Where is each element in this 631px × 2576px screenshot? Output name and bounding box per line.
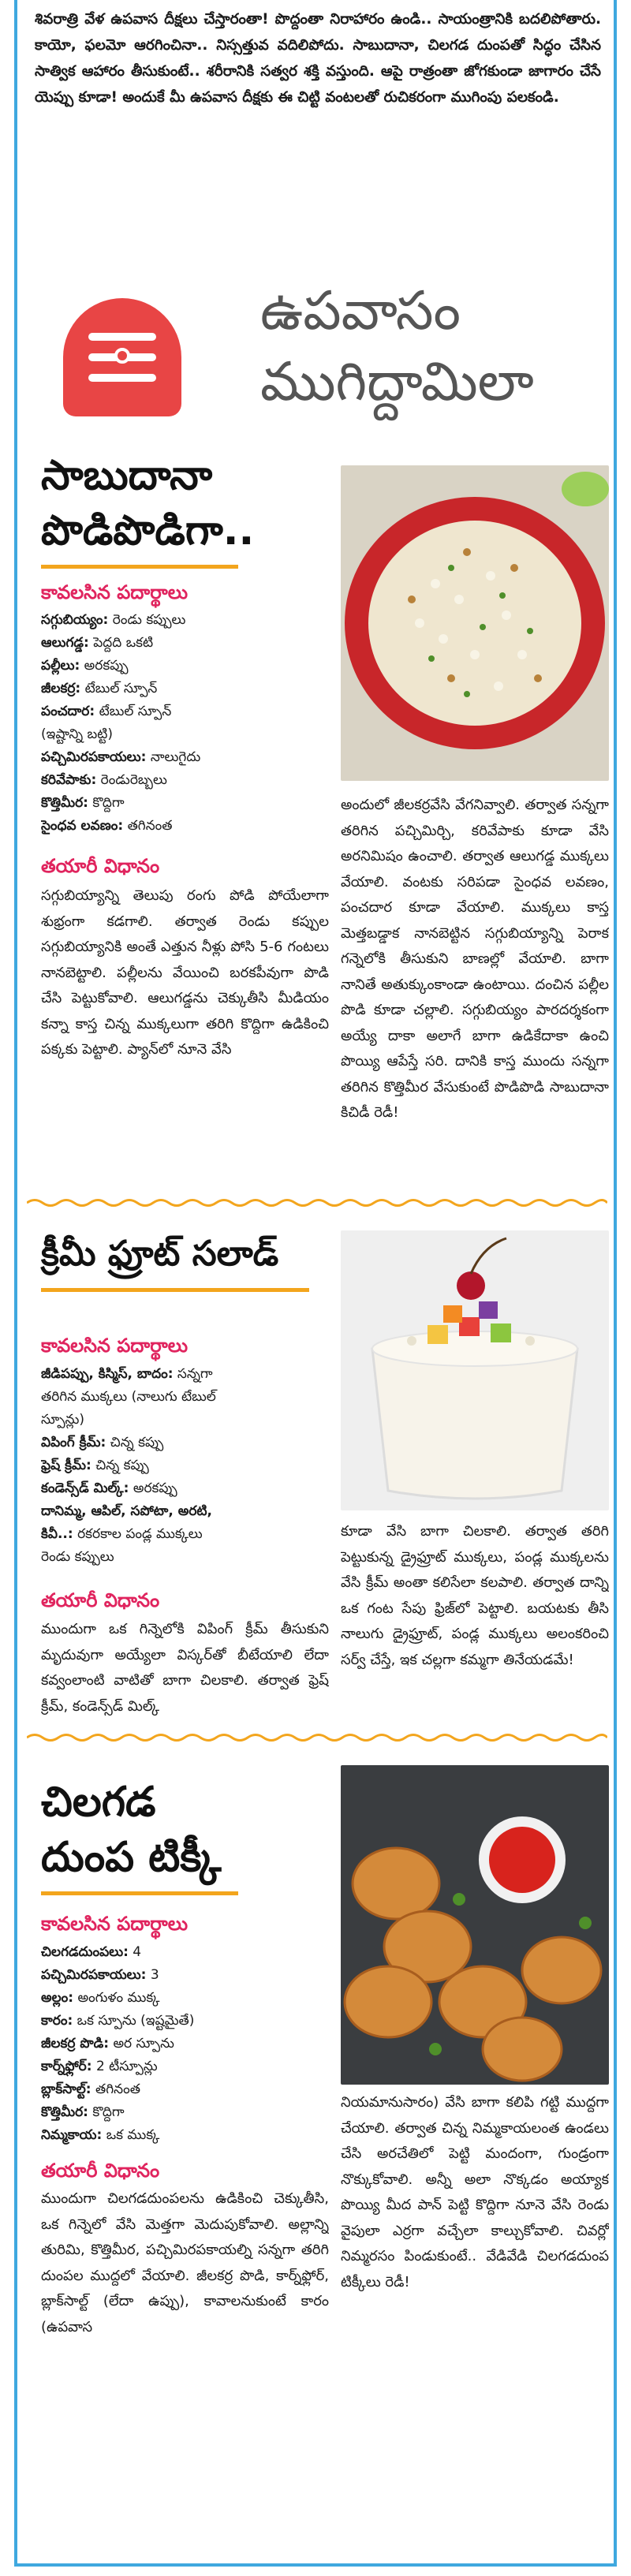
ingredient-item: రెండు కప్పులు	[41, 1549, 114, 1565]
recipe1-ingredients-heading: కావలసిన పదార్థాలు	[41, 581, 189, 603]
recipe3-method-left: ముందుగా చిలగడదుంపలను ఉడికించి చెక్కుతీసి, ఒక గిన్నెలో వేసి మెత్తగా మెదుపుకోవాలి. అల్లాన్ని తురిమి, కొత్తిమీర, పచ్చిమిరపకాయల్ని సన్నగా తరిగి దుంపల ముద్దలో వేయాలి. జీలకర్ర పొడి, కార్న్‌ఫ్లోర్‌, బ్లాక్‌సాల్ట్‌ (లేదా ఉప్పు), కావాలనుకుంటే కారం (ఉపవాస	[41, 2190, 329, 2335]
temple-logo-icon	[63, 298, 181, 416]
fruit-salad-photo	[341, 1230, 609, 1510]
ingredient-item: అల్లం: అంగుళం ముక్క	[41, 1990, 160, 2006]
recipe2-ingredients-heading: కావలసిన పదార్థాలు	[41, 1335, 189, 1357]
tikki-photo	[341, 1765, 609, 2085]
recipe1-title	[41, 448, 254, 569]
ingredient-item: చిలగడదుంపలు: 4	[41, 1944, 142, 1960]
main-title	[260, 276, 607, 418]
ingredient-item: కారం: ఒక స్పూను (ఇష్టమైతే)	[41, 2013, 195, 2029]
title-underline	[41, 565, 238, 569]
section-divider	[27, 1732, 607, 1743]
main-title-line2: ముగిద్దామిలా	[260, 351, 534, 413]
ingredient-item: దానిమ్మ, ఆపిల్‌, సపోటా, అరటి,	[41, 1503, 212, 1519]
logo-stripe	[88, 374, 156, 382]
ingredient-item: విపింగ్‌ క్రీమ్‌: చిన్న కప్పు	[41, 1435, 164, 1450]
logo-stripe	[88, 333, 156, 341]
ingredient-item: పంచదార: టేబుల్‌ స్పూన్‌	[41, 704, 172, 719]
recipe3-title	[41, 1775, 238, 1895]
recipe1-method-left: సగ్గుబియ్యాన్ని తెలుపు రంగు పోడి పోయేలాగా శుభ్రంగా కడగాలి. తర్వాత రెండు కప్పుల సగ్గుబియ్యానికి అంతే ఎత్తున నీళ్లు పోసి 5-6 గంటలు నానబెట్టాలి. పల్లీలను వేయించి బరకపీవుగా పొడి చేసి పెట్టుకోవాలి. ఆలుగడ్డను చెక్కుతీసి మీడియం కన్నా కాస్త చిన్న ముక్కలుగా తరిగి కొద్దిగా ఉడికించి పక్కకు పెట్టాలి. ప్యాన్‌లో నూనె వేసి	[41, 887, 329, 1058]
recipe3-title-line1: చిలగడ	[41, 1779, 156, 1826]
ingredient-item: తరిగిన ముక్కలు (నాలుగు టేబుల్‌	[41, 1389, 216, 1405]
ingredient-item: కార్న్‌ఫ్లోర్‌: 2 టీస్పూన్లు	[41, 2059, 158, 2074]
ingredient-item: కరివేపాకు: రెండురెబ్బలు	[41, 772, 167, 788]
recipe3-ingredients-heading: కావలసిన పదార్థాలు	[41, 1913, 189, 1935]
ingredient-item: కివీ..: రకరకాల పండ్ల ముక్కలు	[41, 1526, 203, 1542]
recipe1-ingredients-list	[41, 609, 325, 838]
ingredient-item: కండెన్స్‌డ్‌ మిల్క్‌: అరకప్పు	[41, 1480, 177, 1496]
ingredient-item: జీలకర్ర: టేబుల్‌ స్పూన్‌	[41, 681, 158, 696]
recipe2-method-heading: తయారీ విధానం	[41, 1589, 160, 1611]
intro-paragraph: శివరాత్రి వేళ ఉపవాస దీక్షలు చేస్తారంతా! పొద్దంతా నిరాహారం ఉండి.. సాయంత్రానికి బదలిపోతారు. కాయో, ఫలమో ఆరగించినా.. నిస్సత్తువ వదిలిపోదు. సాబుదానా, చిలగడ దుంపతో సిద్ధం చేసిన సాత్విక ఆహారం తీసుకుంటే.. శరీరానికి సత్వర శక్తి వస్తుంది. ఆపై రాత్రంతా జోగకుండా జాగారం చేసే యెప్పు కూడా! అందుకే మీ ఉపవాస దీక్షకు ఈ చిట్టి వంటలతో రుచికరంగా ముగింపు పలకండి.	[35, 11, 601, 106]
sabudana-photo	[341, 465, 609, 781]
ingredient-item: ఆలుగడ్డ: పెద్దది ఒకటి	[41, 635, 154, 651]
ingredient-item: స్పూన్లు)	[41, 1412, 84, 1428]
recipe2-title-line1: క్రీమీ ఫ్రూట్‌ సలాడ్‌	[41, 1234, 279, 1274]
recipe3-method-heading: తయారీ విధానం	[41, 2160, 160, 2182]
recipe1-method-heading: తయారీ విధానం	[41, 855, 160, 877]
recipe3-method-right: నియమానుసారం) వేసి బాగా కలిపి గట్టి ముద్దగా చేయాలి. తర్వాత చిన్న నిమ్మకాయలంత ఉండలు చేసి అరచేతిలో పెట్టి మందంగా, గుండ్రంగా నొక్కుకోవాలి. అన్నీ అలా నొక్కడం అయ్యాక పొయ్యి మీద పాన్‌ పెట్టి కొద్దిగా నూనె వేసి రెండు వైపులా ఎర్రగా వచ్చేలా కాల్చుకోవాలి. చివర్లో నిమ్మరసం పిండుకుంటే.. వేడివేడి చిలగడదుంప టిక్కీలు రెడీ!	[341, 2094, 609, 2290]
recipe3-ingredients-list	[41, 1941, 325, 2147]
ingredient-item: పల్లీలు: అరకప్పు	[41, 658, 129, 674]
recipe2-method-left: ముందుగా ఒక గిన్నెలోకి విపింగ్‌ క్రీమ్‌ తీసుకుని మృదువుగా అయ్యేలా విస్కర్‌తో బీటేయాలి లేదా కవ్వంలాంటి వాటితో బాగా చిలకాలి. తర్వాత ఫ్రెష్‌ క్రీమ్‌, కండెన్స్‌డ్‌ మిల్క్‌	[41, 1621, 329, 1715]
ingredient-item: పచ్చిమిరపకాయలు: నాలుగైదు	[41, 749, 201, 765]
logo-dot	[114, 348, 130, 364]
title-underline	[41, 1891, 238, 1895]
recipe2-method-right: కూడా వేసి బాగా చిలకాలి. తర్వాత తరిగి పెట్టుకున్న డ్రైఫ్రూట్‌ ముక్కలు, పండ్ల ముక్కలను వేసి క్రీమ్‌ అంతా కలిసేలా కలపాలి. తర్వాత దాన్ని ఒక గంట సేపు ఫ్రిజ్‌లో పెట్టాలి. బయటకు తీసి నాలుగు డ్రైఫ్రూట్‌, పండ్ల ముక్కలు అలంకరించి సర్వ్‌ చేస్తే, ఇక చల్లగా కమ్మగా తినేయడమే!	[341, 1523, 609, 1668]
ingredient-item: నిమ్మకాయ: ఒక ముక్క	[41, 2127, 160, 2143]
ingredient-item: బ్లాక్‌సాల్ట్‌: తగినంత	[41, 2081, 140, 2097]
article-page	[14, 0, 617, 2567]
ingredient-item: కొత్తిమీర: కొద్దిగా	[41, 2104, 125, 2120]
ingredient-item: సగ్గుబియ్యం: రెండు కప్పులు	[41, 612, 186, 628]
recipe1-method-right: అందులో జీలకర్రవేసి వేగనివ్వాలి. తర్వాత సన్నగా తరిగిన పచ్చిమిర్చి, కరివేపాకు కూడా వేసి అరనిమిషం ఉంచాలి. తర్వాత ఆలుగడ్డ ముక్కలు వేయాలి. వంటకు సరిపడా సైంధవ లవణం, పంచదార కూడా వేయాలి. ముక్కలు కాస్త మెత్తబడ్డాక నానబెట్టిన సగ్గుబియ్యాన్ని పెరాక గన్నెలోకి తీసుకుని బాణల్లో వేయాలి. బాగా నానితే అతుక్కుంకాండా ఉంటాయి. దంచిన పల్లీల పొడి కూడా చల్లాలి. సగ్గుబియ్యం పారదర్శకంగా అయ్యే దాకా అలాగే బాగా ఉడికేదాకా ఉంచి పొయ్యి ఆపేస్తే సరి. దానికి కాస్త ముందు సన్నగా తరిగిన కొత్తిమీర వేసుకుంటే పొడిపొడి సాబుదానా కిచిడీ రెడీ!	[341, 797, 609, 1121]
ingredient-item: ఫ్రెష్‌ క్రీమ్‌: చిన్న కప్పు	[41, 1458, 149, 1473]
main-title-line1: ఉపవాసం	[260, 280, 461, 342]
recipe1-title-line2: పొడిపొడిగా..	[41, 507, 255, 554]
recipe3-title-line2: దుంప టిక్కీ	[41, 1834, 222, 1881]
ingredient-item: (ఇష్టాన్ని బట్టి)	[41, 726, 113, 742]
ingredient-item: జీలకర్ర పొడి: అర స్పూను	[41, 2036, 174, 2051]
recipe1-title-line1: సాబుదానా	[41, 452, 213, 499]
ingredient-item: కొత్తిమీర: కొద్దిగా	[41, 795, 125, 811]
title-underline	[41, 1288, 309, 1292]
ingredient-item: జీడిపప్పు, కిస్మిస్‌, బాదం: సన్నగా	[41, 1366, 213, 1382]
ingredient-item: సైంధవ లవణం: తగినంత	[41, 818, 173, 834]
recipe2-ingredients-list	[41, 1363, 325, 1569]
recipe2-title	[41, 1226, 309, 1292]
section-divider	[27, 1197, 607, 1208]
ingredient-item: పచ్చిమిరపకాయలు: 3	[41, 1967, 159, 1983]
